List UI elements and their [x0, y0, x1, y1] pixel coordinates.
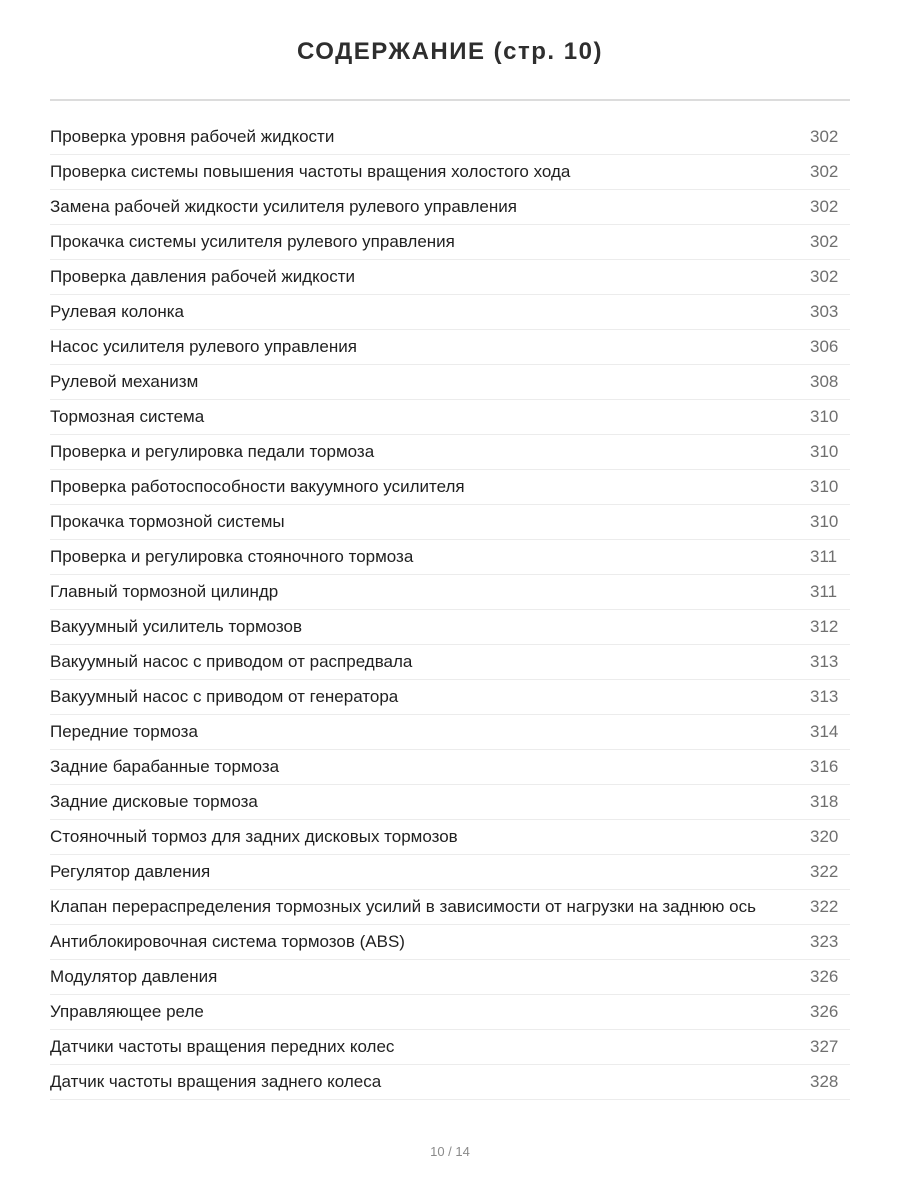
toc-entry-page-number: 313: [810, 652, 839, 671]
toc-entry-page-number: 306: [810, 337, 839, 356]
toc-entry[interactable]: [50, 575, 850, 610]
toc-entry[interactable]: [50, 330, 850, 365]
toc-entry[interactable]: [50, 610, 850, 645]
toc-entry-label: Прокачка тормозной системы: [50, 512, 285, 531]
toc-entry-label: Проверка работоспособности вакуумного усилителя: [50, 477, 465, 496]
toc-entry[interactable]: [50, 820, 850, 855]
toc-entry-label: Насос усилителя рулевого управления: [50, 337, 357, 356]
toc-entry-label: Главный тормозной цилиндр: [50, 582, 279, 601]
toc-entry-label: Задние барабанные тормоза: [50, 757, 280, 776]
toc-entry-label: Задние дисковые тормоза: [50, 792, 258, 811]
toc-entry-label: Рулевая колонка: [50, 302, 184, 321]
toc-entry-label: Модулятор давления: [50, 967, 218, 986]
toc-entry-page-number: 312: [810, 617, 839, 636]
toc-entry[interactable]: [50, 225, 850, 260]
toc-entry-label: Проверка и регулировка педали тормоза: [50, 442, 375, 461]
toc-entry-page-number: 311: [810, 582, 838, 601]
toc-entry[interactable]: [50, 540, 850, 575]
toc-entry-page-number: 310: [810, 512, 839, 531]
toc-entry[interactable]: [50, 295, 850, 330]
toc-entry-page-number: 322: [810, 897, 839, 916]
toc-entry[interactable]: [50, 785, 850, 820]
toc-entry-label: Регулятор давления: [50, 862, 211, 881]
toc-entry-label: Датчики частоты вращения передних колес: [50, 1037, 395, 1056]
toc-entry-page-number: 313: [810, 687, 839, 706]
toc-entry-page-number: 311: [810, 547, 838, 566]
toc-entry[interactable]: [50, 505, 850, 540]
title-divider: [50, 99, 850, 101]
toc-entry-page-number: 328: [810, 1072, 839, 1091]
toc-entry-page-number: 302: [810, 197, 839, 216]
toc-entry-page-number: 316: [810, 757, 839, 776]
toc-entry[interactable]: [50, 680, 850, 715]
toc-entry[interactable]: [50, 960, 850, 995]
toc-entry-page-number: 326: [810, 967, 839, 986]
toc-entry[interactable]: [50, 1065, 850, 1100]
page-indicator: 10 / 14: [430, 1144, 470, 1159]
toc-entry-label: Стояночный тормоз для задних дисковых тормозов: [50, 827, 458, 846]
toc-entry[interactable]: [50, 645, 850, 680]
toc-entry-label: Рулевой механизм: [50, 372, 199, 391]
toc-entry[interactable]: [50, 470, 850, 505]
toc-entry-page-number: 302: [810, 127, 839, 146]
toc-entry[interactable]: [50, 260, 850, 295]
toc-entry-page-number: 303: [810, 302, 839, 321]
toc-entry-label: Клапан перераспределения тормозных усилий в зависимости от нагрузки на заднюю ось: [50, 897, 756, 916]
toc-entry-label: Вакуумный насос с приводом от генератора: [50, 687, 399, 706]
toc-entry-label: Проверка давления рабочей жидкости: [50, 267, 355, 286]
toc-entry[interactable]: [50, 1030, 850, 1065]
toc-entry-page-number: 310: [810, 442, 839, 461]
toc-entry-label: Тормозная система: [50, 407, 205, 426]
toc-entry-label: Передние тормоза: [50, 722, 198, 741]
toc-entry[interactable]: [50, 855, 850, 890]
toc-entry[interactable]: [50, 365, 850, 400]
toc-entry-page-number: 320: [810, 827, 839, 846]
toc-entry-page-number: 326: [810, 1002, 839, 1021]
toc-entry-page-number: 327: [810, 1037, 839, 1056]
toc-entry-label: Вакуумный насос с приводом от распредвала: [50, 652, 413, 671]
toc-entry[interactable]: [50, 155, 850, 190]
toc-entry[interactable]: [50, 120, 850, 155]
toc-entry-label: Прокачка системы усилителя рулевого управления: [50, 232, 455, 251]
toc-entry[interactable]: [50, 890, 850, 925]
toc-entry[interactable]: [50, 925, 850, 960]
toc-entry-label: Антиблокировочная система тормозов (ABS): [50, 932, 405, 951]
toc-entry[interactable]: [50, 435, 850, 470]
toc-entry-label: Проверка и регулировка стояночного тормоза: [50, 547, 414, 566]
toc-entry-page-number: 318: [810, 792, 839, 811]
toc-entry-label: Проверка системы повышения частоты вращения холостого хода: [50, 162, 571, 181]
page-title: СОДЕРЖАНИЕ (стр. 10): [297, 38, 603, 65]
toc-entry[interactable]: [50, 995, 850, 1030]
toc-entry-page-number: 302: [810, 162, 839, 181]
toc-entry-label: Вакуумный усилитель тормозов: [50, 617, 302, 636]
table-of-contents: [50, 120, 850, 1100]
toc-entry-page-number: 302: [810, 232, 839, 251]
toc-entry-page-number: 314: [810, 722, 839, 741]
toc-entry-label: Замена рабочей жидкости усилителя рулевого управления: [50, 197, 517, 216]
toc-entry[interactable]: [50, 750, 850, 785]
toc-entry-page-number: 322: [810, 862, 839, 881]
toc-entry[interactable]: [50, 715, 850, 750]
toc-entry-label: Проверка уровня рабочей жидкости: [50, 127, 335, 146]
toc-entry-page-number: 310: [810, 407, 839, 426]
toc-entry-page-number: 310: [810, 477, 839, 496]
toc-entry[interactable]: [50, 190, 850, 225]
toc-entry[interactable]: [50, 400, 850, 435]
toc-entry-page-number: 323: [810, 932, 839, 951]
toc-entry-page-number: 308: [810, 372, 839, 391]
toc-entry-page-number: 302: [810, 267, 839, 286]
toc-entry-label: Управляющее реле: [50, 1002, 204, 1021]
toc-entry-label: Датчик частоты вращения заднего колеса: [50, 1072, 382, 1091]
